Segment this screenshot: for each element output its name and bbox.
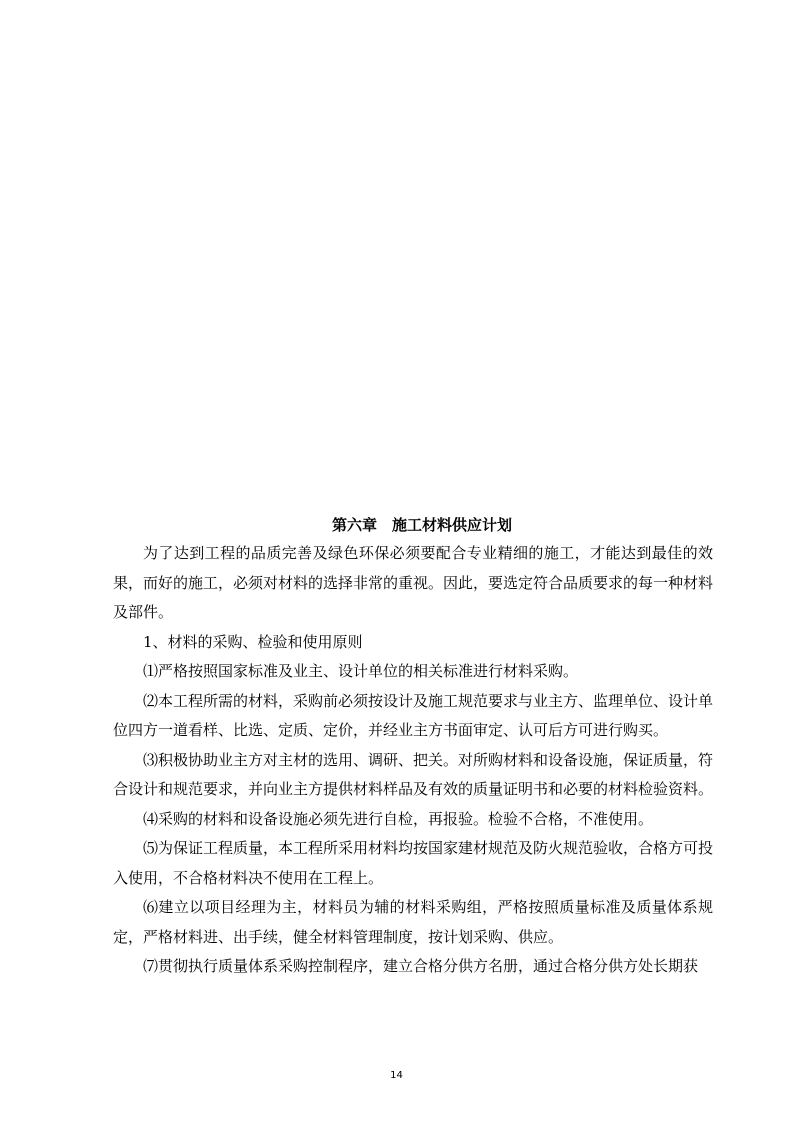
paragraph-item-4: ⑷采购的材料和设备设施必须先进行自检，再报验。检验不合格，不准使用。 [143,809,654,828]
paragraph-item-3: ⑶积极协助业主方对主材的选用、调研、把关。对所购材料和设备设施，保证质量，符合设计和规范要求，并向业主方提供材料样品及有效的质量证明书和必要的材料检验资料。 [113,750,714,798]
paragraph-item-1: ⑴严格按照国家标准及业主、设计单位的相关标准进行材料采购。 [143,662,579,680]
paragraph-section-heading: 1、材料的采购、检验和使用原则 [143,632,363,651]
paragraph-item-6: ⑹建立以项目经理为主，材料员为辅的材料采购组，严格按照质量标准及质量体系规定，严格材料进、出手续，健全材料管理制度，按计划采购、供应。 [113,898,713,946]
paragraph-item-7: ⑺贯彻执行质量体系采购控制程序，建立合格分供方名册，通过合格分供方处长期获 [143,957,699,975]
page-content [113,511,713,982]
paragraph-item-5: ⑸为保证工程质量，本工程所采用材料均按国家建材规范及防火规范验收，合格方可投入使用，不合格材料决不使用在工程上。 [113,839,714,887]
paragraph-item-2: ⑵本工程所需的材料，采购前必须按设计及施工规范要求与业主方、监理单位、设计单位四方一道看样、比选、定质、定价，并经业主方书面审定、认可后方可进行购买。 [113,691,714,739]
page-number: 14 [390,1070,403,1081]
chapter-title: 第六章 施工材料供应计划 [331,516,512,534]
paragraph-intro: 为了达到工程的品质完善及绿色环保必须要配合专业精细的施工，才能达到最佳的效果，而好的施工，必须对材料的选择非常的重视。因此，要选定符合品质要求的每一种材料及部件。 [113,544,714,621]
